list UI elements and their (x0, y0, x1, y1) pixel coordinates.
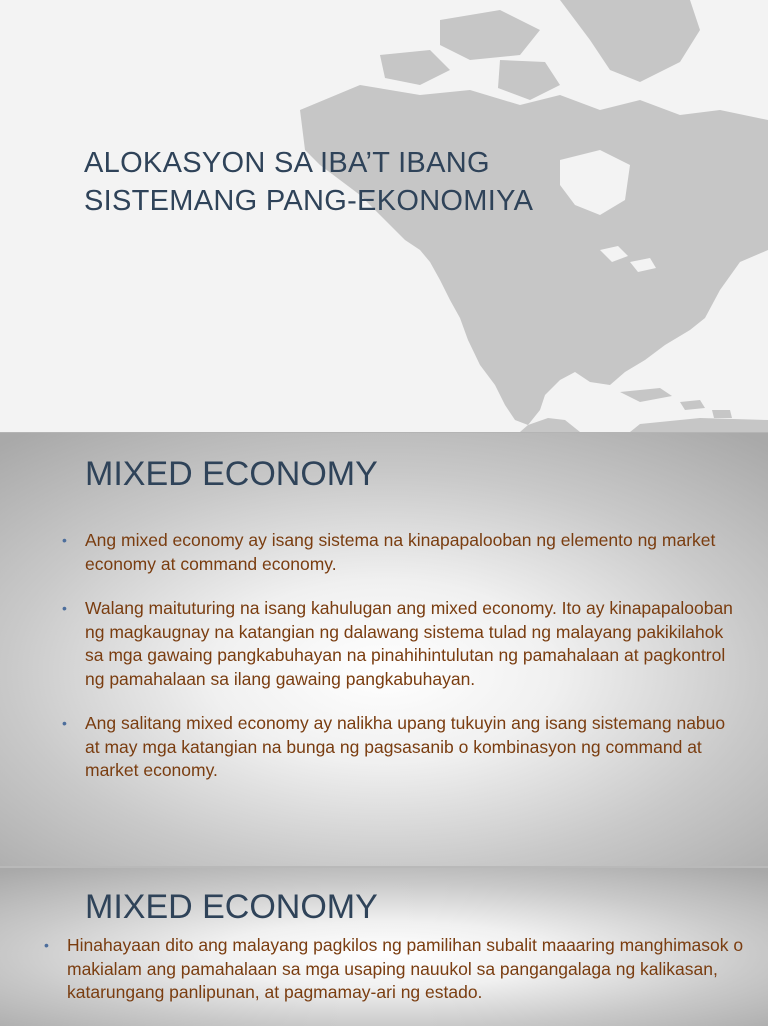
list-item (62, 597, 742, 691)
list-item (62, 712, 742, 783)
slide-heading: MIXED ECONOMY (85, 455, 378, 493)
bullet-list (62, 529, 742, 804)
list-item (62, 529, 742, 576)
bullet-text: Walang maituturing na isang kahulugan ang mixed economy. Ito ay kinapapalooban ng magkaugnay na katangian ng dalawang sistema tulad ng malayang pakikilahok sa mga gawaing pangkabuhayan na pinahihintulutan ng pamahalaan at pagkontrol ng pamahalaan sa ilang gawaing pangkabuhayan. (85, 598, 733, 689)
bullet-text: Ang mixed economy ay isang sistema na kinapapalooban ng elemento ng market economy at command economy. (85, 530, 716, 574)
title-line-1: ALOKASYON SA IBA’T IBANG (84, 147, 490, 179)
bullet-dot-icon: • (62, 715, 67, 731)
bullet-dot-icon: • (62, 532, 67, 548)
bullet-dot-icon: • (44, 937, 49, 953)
mixed-economy-slide-1 (0, 432, 768, 867)
title-slide (0, 0, 768, 432)
list-item (44, 934, 744, 1005)
bullet-text: Ang salitang mixed economy ay nalikha upang tukuyin ang isang sistemang nabuo at may mga katangian na bunga ng pagsasanib o kombinasyon ng command at market economy. (85, 713, 726, 780)
presentation-title (84, 144, 533, 220)
bullet-list (44, 934, 744, 1005)
mixed-economy-slide-2 (0, 866, 768, 1026)
bullet-text: Hinahayaan dito ang malayang pagkilos ng pamilihan subalit maaaring manghimasok o makialam ang pamahalaan sa mga usaping nauukol sa pangangalaga ng kalikasan, katarungang panlipunan, at pagmamay-ari ng estado. (67, 935, 744, 1002)
title-line-2: SISTEMANG PANG-EKONOMIYA (84, 185, 534, 217)
slide-heading: MIXED ECONOMY (85, 888, 378, 926)
bullet-dot-icon: • (62, 600, 67, 616)
